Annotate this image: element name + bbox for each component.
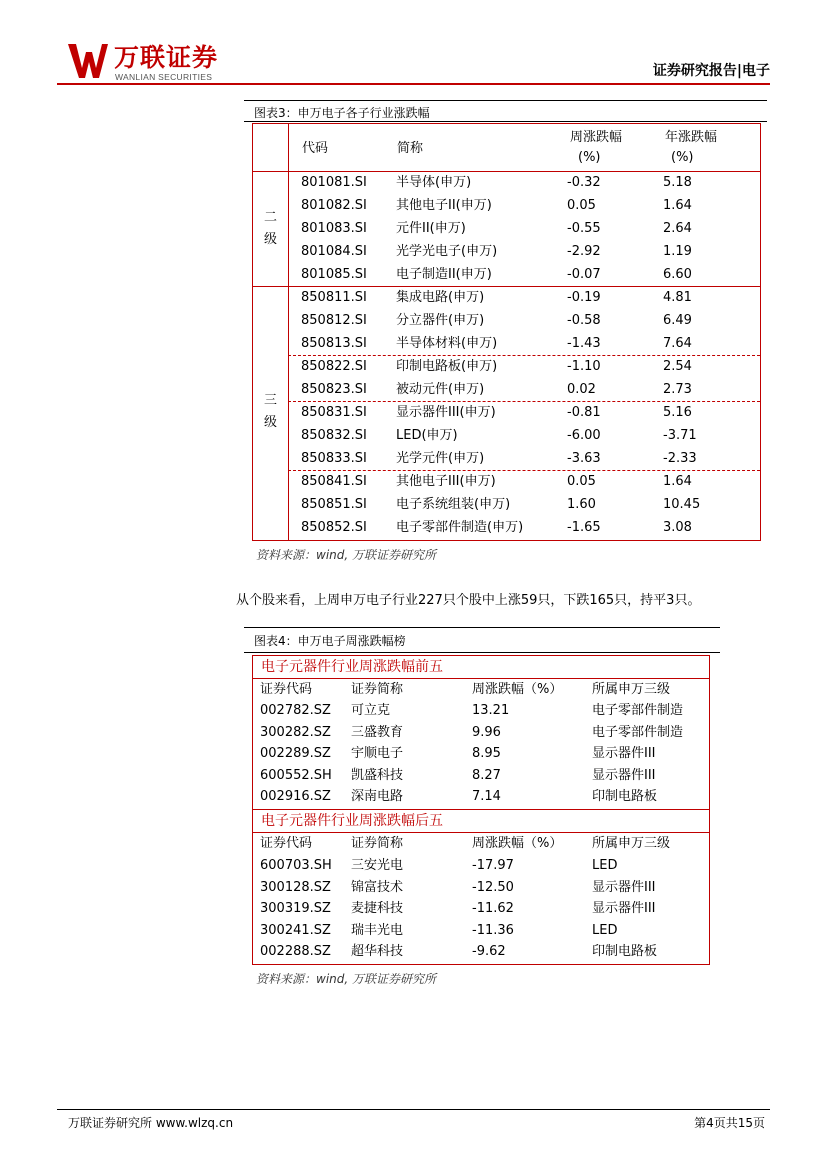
cell-code: 850852.SI [301,520,367,535]
cell-weekly-change: 0.02 [567,382,596,397]
cell-code: 850831.SI [301,405,367,420]
cell-weekly-change: -1.43 [567,336,601,351]
cell-yearly-change: 2.73 [663,382,692,397]
cell-yearly-change: 6.60 [663,267,692,282]
cell-weekly-change: -12.50 [472,879,514,895]
cell-weekly-change: -0.07 [567,267,601,282]
cell-yearly-change: 2.64 [663,221,692,236]
cell-stock-name: 麦捷科技 [351,901,404,917]
cell-weekly-change: 13.21 [472,703,510,718]
cell-sw-level3: 印制电路板 [592,789,658,805]
cell-stock-name: 超华科技 [351,944,404,960]
cell-stock-name: 宇顺电子 [351,746,404,762]
cell-sw-level3: 显示器件III [592,901,656,917]
cell-yearly-change: -2.33 [663,451,697,466]
header-divider [57,83,770,85]
cell-yearly-change: 1.19 [663,244,692,259]
cell-weekly-change: 8.95 [472,746,501,762]
section-title-top5: 电子元器件行业周涨跌幅前五 [261,659,443,675]
cell-stock-code: 600552.SH [260,767,332,783]
table4-top-rule [244,627,720,628]
cell-sw-level3: 显示器件III [592,746,656,762]
body-paragraph: 从个股来看，上周申万电子行业227只个股中上涨59只，下跌165只，持平3只。 [236,593,701,608]
cell-code: 850823.SI [301,382,367,397]
cell-name: 电子零部件制造(申万) [396,520,524,535]
cell-yearly-change: 3.08 [663,520,692,535]
cell-yearly-change: 10.45 [663,497,701,512]
footer-left: 万联证券研究所 www.wlzq.cn [68,1116,234,1130]
col-header-weekly-unit: (%) [578,150,601,165]
cell-code: 850851.SI [301,497,367,512]
cell-name: 半导体材料(申万) [396,336,498,351]
cell-code: 801082.SI [301,198,367,213]
cell-name: 半导体(申万) [396,175,472,190]
col-header: 证券代码 [260,836,313,851]
cell-code: 801081.SI [301,175,367,190]
footer-divider [57,1109,770,1110]
cell-name: 元件II(申万) [396,221,466,236]
cell-stock-code: 300319.SZ [260,901,331,917]
table4-title-rule [244,652,720,653]
cell-yearly-change: 5.16 [663,405,692,420]
cell-stock-code: 002916.SZ [260,789,331,805]
cell-weekly-change: -0.32 [567,175,601,190]
cell-weekly-change: -17.97 [472,858,514,873]
wanlian-logo-icon [68,44,108,78]
cell-sw-level3: LED [592,922,618,938]
cell-name: 其他电子III(申万) [396,474,496,489]
table4-source: 资料来源：wind, 万联证券研究所 [256,972,437,986]
section-title-bottom5: 电子元器件行业周涨跌幅后五 [261,813,443,829]
logo-text-cn: 万联证券 [114,43,219,72]
cell-name: 集成电路(申万) [396,290,485,305]
cell-code: 850833.SI [301,451,367,466]
level3-label-char: 级 [263,415,277,430]
cell-weekly-change: -0.58 [567,313,601,328]
table3-title: 图表3：申万电子各子行业涨跌幅 [254,106,430,120]
cell-code: 801084.SI [301,244,367,259]
cell-stock-name: 凯盛科技 [351,767,404,783]
level3-label [253,390,288,434]
cell-yearly-change: 7.64 [663,336,692,351]
level3-label-char: 三 [263,393,277,408]
cell-stock-name: 可立克 [351,703,391,718]
cell-stock-name: 三安光电 [351,858,404,873]
col-header-yearly-unit: (%) [671,150,694,165]
cell-yearly-change: -3.71 [663,428,697,443]
table3-source: 资料来源：wind, 万联证券研究所 [256,548,437,562]
cell-weekly-change: 1.60 [567,497,596,512]
cell-code: 850822.SI [301,359,367,374]
col-header-code: 代码 [302,141,329,156]
report-tag: 证券研究报告|电子 [652,63,770,79]
cell-code: 850832.SI [301,428,367,443]
cell-name: 印制电路板(申万) [396,359,498,374]
cell-weekly-change: 0.05 [567,198,596,213]
cell-stock-name: 锦富技术 [351,879,404,895]
company-logo [68,44,238,80]
cell-weekly-change: -11.36 [472,922,514,938]
cell-weekly-change: -1.10 [567,359,601,374]
cell-sw-level3: 印制电路板 [592,944,658,960]
logo-text-en: WANLIAN SECURITIES [115,72,213,82]
cell-weekly-change: 0.05 [567,474,596,489]
cell-sw-level3: 显示器件III [592,767,656,783]
cell-weekly-change: -11.62 [472,901,514,917]
col-header: 所属申万三级 [592,836,671,851]
table3-top-rule [244,100,767,101]
industry-change-table [252,123,761,541]
cell-stock-code: 300128.SZ [260,879,331,895]
page-number: 第4页共15页 [694,1116,765,1130]
cell-name: 电子制造II(申万) [396,267,492,282]
cell-sw-level3: LED [592,858,618,873]
level2-label [253,207,288,251]
cell-weekly-change: -1.65 [567,520,601,535]
cell-yearly-change: 2.54 [663,359,692,374]
cell-weekly-change: -2.92 [567,244,601,259]
col-header-yearly: 年涨跌幅 [665,130,718,145]
cell-code: 850811.SI [301,290,367,305]
cell-stock-code: 002782.SZ [260,703,331,718]
col-header: 证券代码 [260,682,313,697]
cell-yearly-change: 1.64 [663,474,692,489]
col-header-name: 简称 [397,141,424,156]
cell-name: 其他电子II(申万) [396,198,492,213]
cell-name: 显示器件III(申万) [396,405,496,420]
cell-yearly-change: 1.64 [663,198,692,213]
table4-title: 图表4：申万电子周涨跌幅榜 [254,634,406,648]
cell-yearly-change: 4.81 [663,290,692,305]
col-header: 周涨跌幅（%） [472,682,563,697]
level2-label-char: 二 [263,210,277,225]
cell-yearly-change: 6.49 [663,313,692,328]
col-header: 所属申万三级 [592,682,671,697]
cell-sw-level3: 显示器件III [592,879,656,895]
cell-code: 801085.SI [301,267,367,282]
cell-weekly-change: 8.27 [472,767,501,783]
cell-weekly-change: -3.63 [567,451,601,466]
cell-weekly-change: -0.19 [567,290,601,305]
cell-code: 801083.SI [301,221,367,236]
cell-stock-code: 300282.SZ [260,724,331,740]
cell-name: 光学光电子(申万) [396,244,498,259]
col-header: 证券简称 [351,836,404,851]
level2-label-char: 级 [263,232,277,247]
cell-weekly-change: -9.62 [472,944,506,960]
col-header: 证券简称 [351,682,404,697]
cell-yearly-change: 5.18 [663,175,692,190]
cell-stock-name: 深南电路 [351,789,404,805]
cell-stock-code: 300241.SZ [260,922,331,938]
cell-name: LED(申万) [396,428,458,443]
cell-weekly-change: 7.14 [472,789,501,805]
cell-weekly-change: 9.96 [472,724,501,740]
table3-level-divider [288,124,289,540]
cell-stock-code: 002289.SZ [260,746,331,762]
cell-stock-code: 002288.SZ [260,944,331,960]
cell-name: 被动元件(申万) [396,382,485,397]
col-header-weekly: 周涨跌幅 [570,130,623,145]
cell-weekly-change: -6.00 [567,428,601,443]
cell-stock-name: 瑞丰光电 [351,922,404,938]
cell-stock-name: 三盛教育 [351,724,404,740]
table3-title-rule [244,121,767,122]
cell-name: 电子系统组装(申万) [396,497,511,512]
cell-weekly-change: -0.81 [567,405,601,420]
cell-code: 850841.SI [301,474,367,489]
cell-code: 850813.SI [301,336,367,351]
col-header: 周涨跌幅（%） [472,836,563,851]
cell-name: 分立器件(申万) [396,313,485,328]
cell-sw-level3: 电子零部件制造 [592,703,684,718]
cell-name: 光学元件(申万) [396,451,485,466]
cell-code: 850812.SI [301,313,367,328]
cell-sw-level3: 电子零部件制造 [592,724,684,740]
cell-weekly-change: -0.55 [567,221,601,236]
cell-stock-code: 600703.SH [260,858,332,873]
stock-ranking-table [252,655,710,965]
